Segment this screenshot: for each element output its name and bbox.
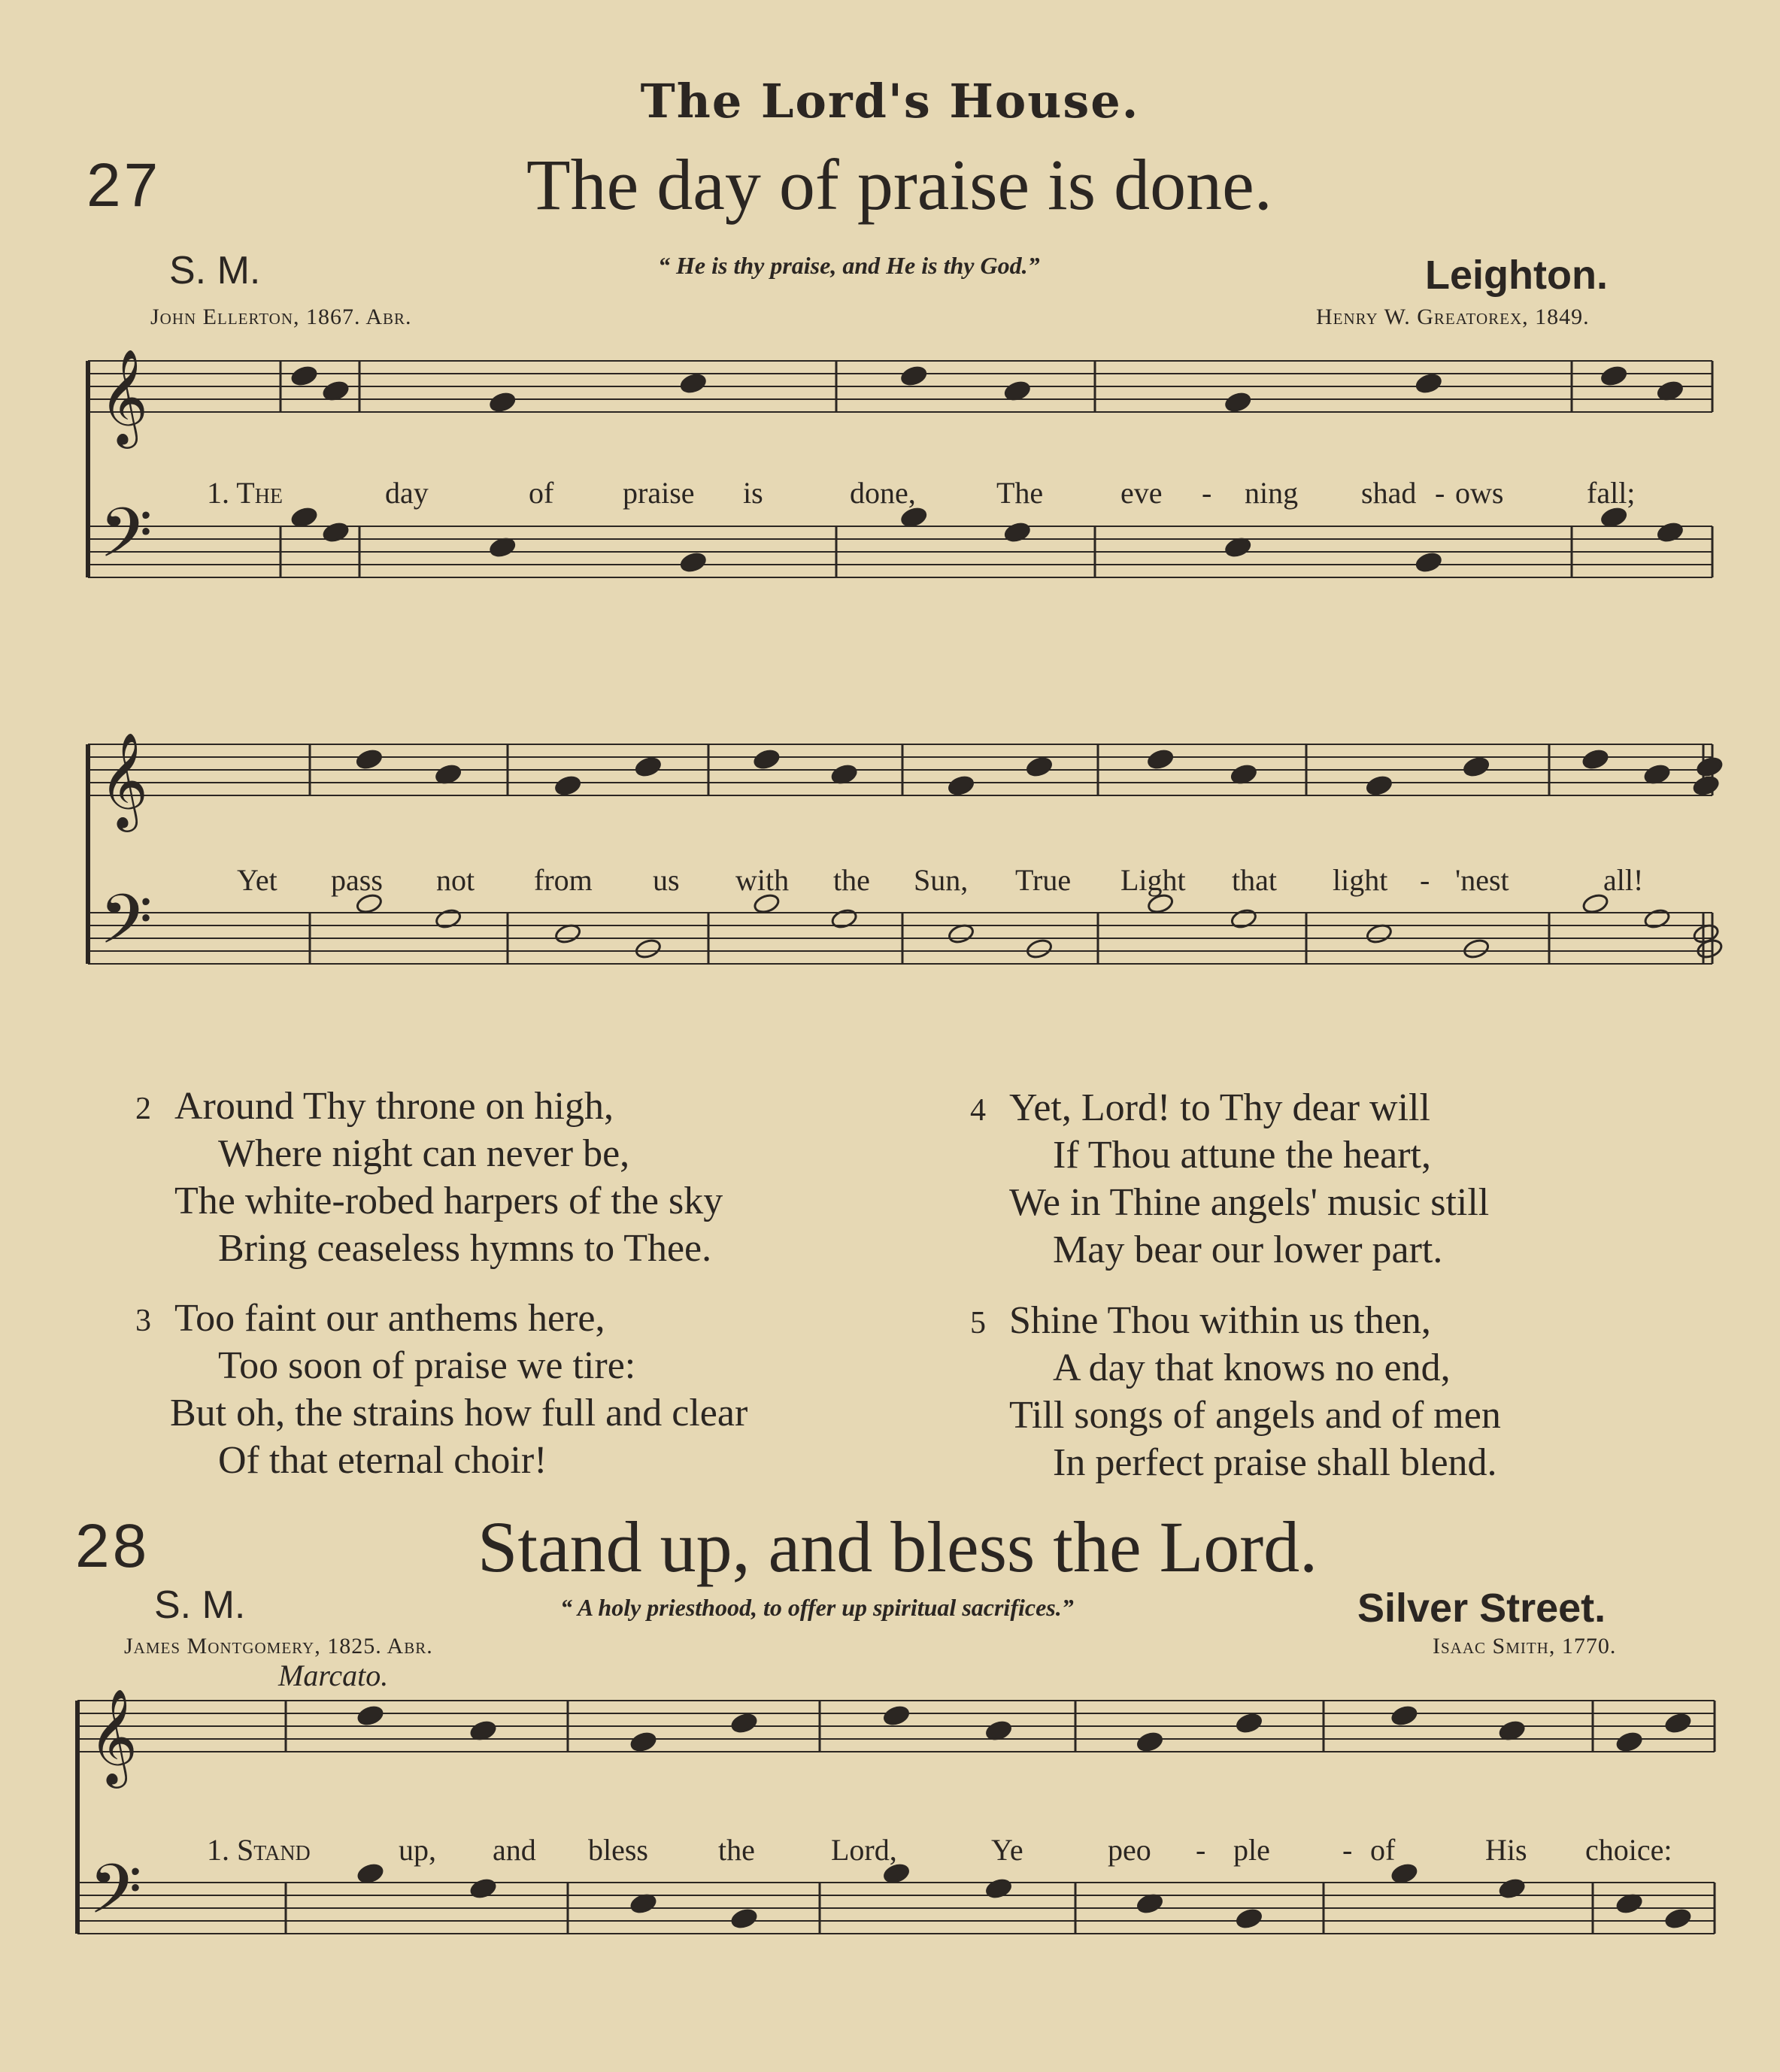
bass-clef: 𝄢	[89, 1849, 142, 1946]
note-head	[629, 1731, 657, 1753]
verse-line: Till songs of angels and of men	[1009, 1394, 1501, 1437]
note-head	[355, 748, 383, 771]
lyric-syllable: of	[529, 476, 554, 510]
lyric-syllable: from	[534, 863, 593, 897]
note-head	[1230, 907, 1257, 930]
note-head	[1581, 748, 1609, 771]
lyric-syllable: pass	[331, 863, 383, 897]
note-head	[883, 1704, 911, 1727]
meter: S. M.	[169, 249, 261, 292]
bass-clef: 𝄢	[99, 493, 153, 589]
lyric-syllable: the	[833, 863, 870, 897]
note-head	[1600, 365, 1628, 387]
note-head	[1390, 1704, 1418, 1727]
note-head	[1147, 748, 1175, 771]
lyric-hyphen: -	[1202, 476, 1212, 510]
author-credit: James Montgomery, 1825. Abr.	[124, 1634, 433, 1659]
note-head	[1365, 774, 1393, 797]
lyric-syllable: peo	[1108, 1833, 1151, 1867]
tune-name: Leighton.	[1425, 253, 1608, 298]
note-head	[356, 1862, 384, 1885]
verse-line: In perfect praise shall blend.	[1053, 1441, 1497, 1484]
verse-number: 3	[135, 1304, 151, 1338]
lyric-syllable: light	[1333, 863, 1388, 897]
treble-clef: 𝄞	[99, 732, 149, 828]
verse-line: If Thou attune the heart,	[1053, 1134, 1431, 1177]
lyric-syllable: ple	[1233, 1833, 1270, 1867]
lyric-syllable: the	[718, 1833, 755, 1867]
lyric-syllable: praise	[623, 476, 695, 510]
note-head	[900, 365, 928, 387]
verse-number: 2	[135, 1092, 151, 1126]
verse-line: Yet, Lord! to Thy dear will	[1009, 1086, 1430, 1129]
verse-line: May bear our lower part.	[1053, 1228, 1443, 1271]
lyric-syllable: Sun,	[914, 863, 969, 897]
note-head	[679, 372, 707, 395]
lyric-syllable: ows	[1455, 476, 1504, 510]
note-head	[1664, 1907, 1692, 1930]
note-head	[900, 506, 928, 529]
lyric-syllable: 1. The	[207, 476, 284, 510]
note-head	[753, 748, 781, 771]
note-head	[730, 1907, 758, 1930]
verse-line: Around Thy throne on high,	[174, 1085, 614, 1128]
lyric-syllable: and	[493, 1833, 536, 1867]
note-head	[948, 774, 975, 797]
lyric-hyphen: -	[1420, 863, 1430, 897]
note-head	[883, 1862, 911, 1885]
lyric-syllable: done,	[850, 476, 916, 510]
note-head	[1026, 756, 1054, 778]
note-head	[1147, 892, 1175, 915]
lyric-hyphen: -	[1342, 1833, 1353, 1867]
note-head	[1692, 774, 1720, 797]
bass-clef: 𝄢	[99, 880, 153, 976]
lyric-syllable: Yet	[237, 863, 277, 897]
lyric-syllable: that	[1232, 863, 1277, 897]
tune-name: Silver Street.	[1357, 1586, 1606, 1631]
verse-line: But oh, the strains how full and clear	[170, 1392, 748, 1434]
note-head	[753, 892, 781, 915]
lyric-syllable: ning	[1245, 476, 1299, 510]
note-head	[554, 774, 582, 797]
note-head	[1643, 907, 1671, 930]
treble-clef: 𝄞	[99, 348, 149, 444]
hymn-number: 28	[75, 1512, 150, 1580]
note-head	[290, 365, 318, 387]
note-head	[1236, 1907, 1263, 1930]
lyric-syllable: of	[1370, 1833, 1396, 1867]
verse-number: 5	[970, 1306, 986, 1340]
note-head	[469, 1877, 497, 1900]
lyric-syllable: choice:	[1585, 1833, 1672, 1867]
lyric-syllable: us	[653, 863, 680, 897]
lyric-syllable: all!	[1603, 863, 1644, 897]
lyric-hyphen: -	[1435, 476, 1445, 510]
hymn-number: 27	[86, 151, 162, 220]
note-head	[730, 1712, 758, 1734]
epigraph: “ A holy priesthood, to offer up spiritual sacrifices.”	[560, 1594, 1074, 1621]
lyric-syllable: fall;	[1587, 476, 1636, 510]
composer-credit: Isaac Smith, 1770.	[1433, 1634, 1617, 1659]
meter: S. M.	[154, 1583, 246, 1627]
verse-line: The white-robed harpers of the sky	[174, 1180, 723, 1222]
lyric-syllable: not	[436, 863, 475, 897]
note-head	[322, 521, 350, 544]
note-head	[435, 907, 462, 930]
note-head	[1415, 551, 1442, 574]
note-head	[355, 892, 383, 915]
note-head	[1664, 1712, 1692, 1734]
note-head	[1498, 1877, 1526, 1900]
lyric-hyphen: -	[1196, 1833, 1206, 1867]
verse-line: A day that knows no end,	[1053, 1346, 1451, 1389]
note-head	[1224, 391, 1252, 413]
lyric-syllable: with	[735, 863, 790, 897]
verse-line: Too soon of praise we tire:	[218, 1344, 636, 1387]
note-head	[1390, 1862, 1418, 1885]
note-head	[830, 907, 858, 930]
note-head	[356, 1704, 384, 1727]
lyric-syllable: Lord,	[831, 1833, 897, 1867]
verse-line: Of that eternal choir!	[218, 1439, 547, 1482]
note-head	[634, 756, 662, 778]
lyric-syllable: 'nest	[1455, 863, 1509, 897]
note-head	[634, 938, 662, 960]
lyric-syllable: True	[1015, 863, 1072, 897]
lyric-syllable: day	[385, 476, 429, 510]
lyric-syllable: Ye	[991, 1833, 1023, 1867]
lyric-syllable: shad	[1361, 476, 1417, 510]
lyric-syllable: 1. Stand	[207, 1833, 311, 1867]
note-head	[1615, 1731, 1643, 1753]
note-head	[1463, 938, 1490, 960]
verse-line: We in Thine angels' music still	[1009, 1181, 1490, 1224]
note-head	[1600, 506, 1628, 529]
lyric-syllable: bless	[588, 1833, 648, 1867]
note-head	[1463, 756, 1490, 778]
lyric-syllable: His	[1485, 1833, 1527, 1867]
note-head	[1236, 1712, 1263, 1734]
note-head	[1026, 938, 1054, 960]
hymn-title: Stand up, and bless the Lord.	[478, 1507, 1318, 1587]
note-head	[1003, 521, 1031, 544]
hymn-title: The day of praise is done.	[526, 144, 1272, 225]
note-head	[1136, 1731, 1164, 1753]
note-head	[489, 391, 517, 413]
note-head	[1656, 521, 1684, 544]
verse-line: Shine Thou within us then,	[1009, 1299, 1431, 1342]
note-head	[290, 506, 318, 529]
lyric-syllable: Light	[1120, 863, 1186, 897]
lyric-syllable: eve	[1120, 476, 1163, 510]
composer-credit: Henry W. Greatorex, 1849.	[1316, 304, 1590, 329]
lyric-syllable: is	[743, 476, 763, 510]
verse-line: Where night can never be,	[218, 1132, 630, 1175]
epigraph: “ He is thy praise, and He is thy God.”	[658, 252, 1040, 279]
verse-line: Bring ceaseless hymns to Thee.	[218, 1227, 712, 1270]
section-heading: The Lord's House.	[640, 74, 1140, 129]
note-head	[679, 551, 707, 574]
note-head	[1696, 756, 1724, 778]
tempo-marking: Marcato.	[278, 1659, 389, 1692]
note-head	[1415, 372, 1442, 395]
author-credit: John Ellerton, 1867. Abr.	[150, 304, 412, 329]
note-head	[1581, 892, 1609, 915]
note-head	[985, 1877, 1013, 1900]
verse-line: Too faint our anthems here,	[174, 1297, 605, 1340]
treble-clef: 𝄞	[89, 1688, 138, 1784]
lyric-syllable: up,	[399, 1833, 436, 1867]
lyric-syllable: The	[996, 476, 1044, 510]
verse-number: 4	[970, 1093, 986, 1128]
